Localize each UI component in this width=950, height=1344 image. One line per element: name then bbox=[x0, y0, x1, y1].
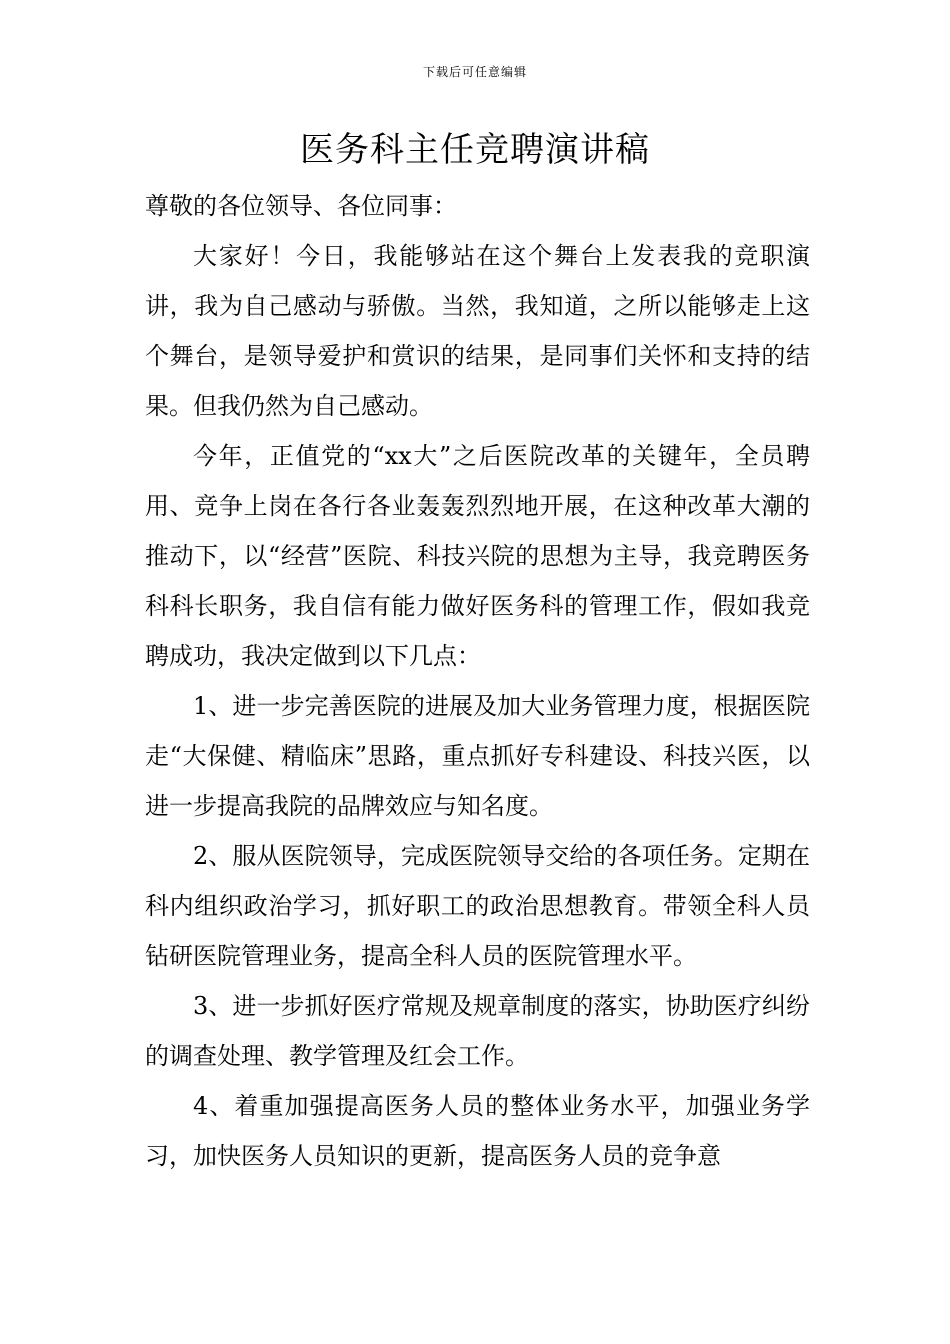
paragraph-point-1: 1、进一步完善医院的进展及加大业务管理力度，根据医院走“大保健、精临床”思路，重点抓好专科建设、科技兴医，以进一步提高我院的品牌效应与知名度。 bbox=[145, 692, 810, 820]
document-title: 医务科主任竞聘演讲稿 bbox=[300, 130, 650, 170]
paragraph-opening: 大家好！今日，我能够站在这个舞台上发表我的竞职演讲，我为自己感动与骄傲。当然，我知道，之所以能够走上这个舞台，是领导爱护和赏识的结果，是同事们关怀和支持的结果。但我仍然为自己感动。 bbox=[145, 242, 810, 420]
paragraph-point-2: 2、服从医院领导，完成医院领导交给的各项任务。定期在科内组织政治学习，抓好职工的政治思想教育。带领全科人员钻研医院管理业务，提高全科人员的医院管理水平。 bbox=[145, 842, 810, 970]
header-note: 下载后可任意编辑 bbox=[422, 65, 527, 79]
paragraph-background: 今年，正值党的“xx大”之后医院改革的关键年，全员聘用、竞争上岗在各行各业轰轰烈烈地开展，在这种改革大潮的推动下，以“经营”医院、科技兴院的思想为主导，我竞聘医务科科长职务，我自信有能力做好医务科的管理工作，假如我竞聘成功，我决定做到以下几点： bbox=[145, 442, 810, 670]
greeting-line: 尊敬的各位领导、各位同事： bbox=[145, 192, 457, 220]
paragraph-point-4: 4、着重加强提高医务人员的整体业务水平，加强业务学习，加快医务人员知识的更新，提高医务人员的竞争意 bbox=[145, 1092, 810, 1170]
document-body bbox=[145, 181, 810, 1181]
paragraph-point-3: 3、进一步抓好医疗常规及规章制度的落实，协助医疗纠纷的调查处理、教学管理及红会工作。 bbox=[145, 992, 810, 1070]
